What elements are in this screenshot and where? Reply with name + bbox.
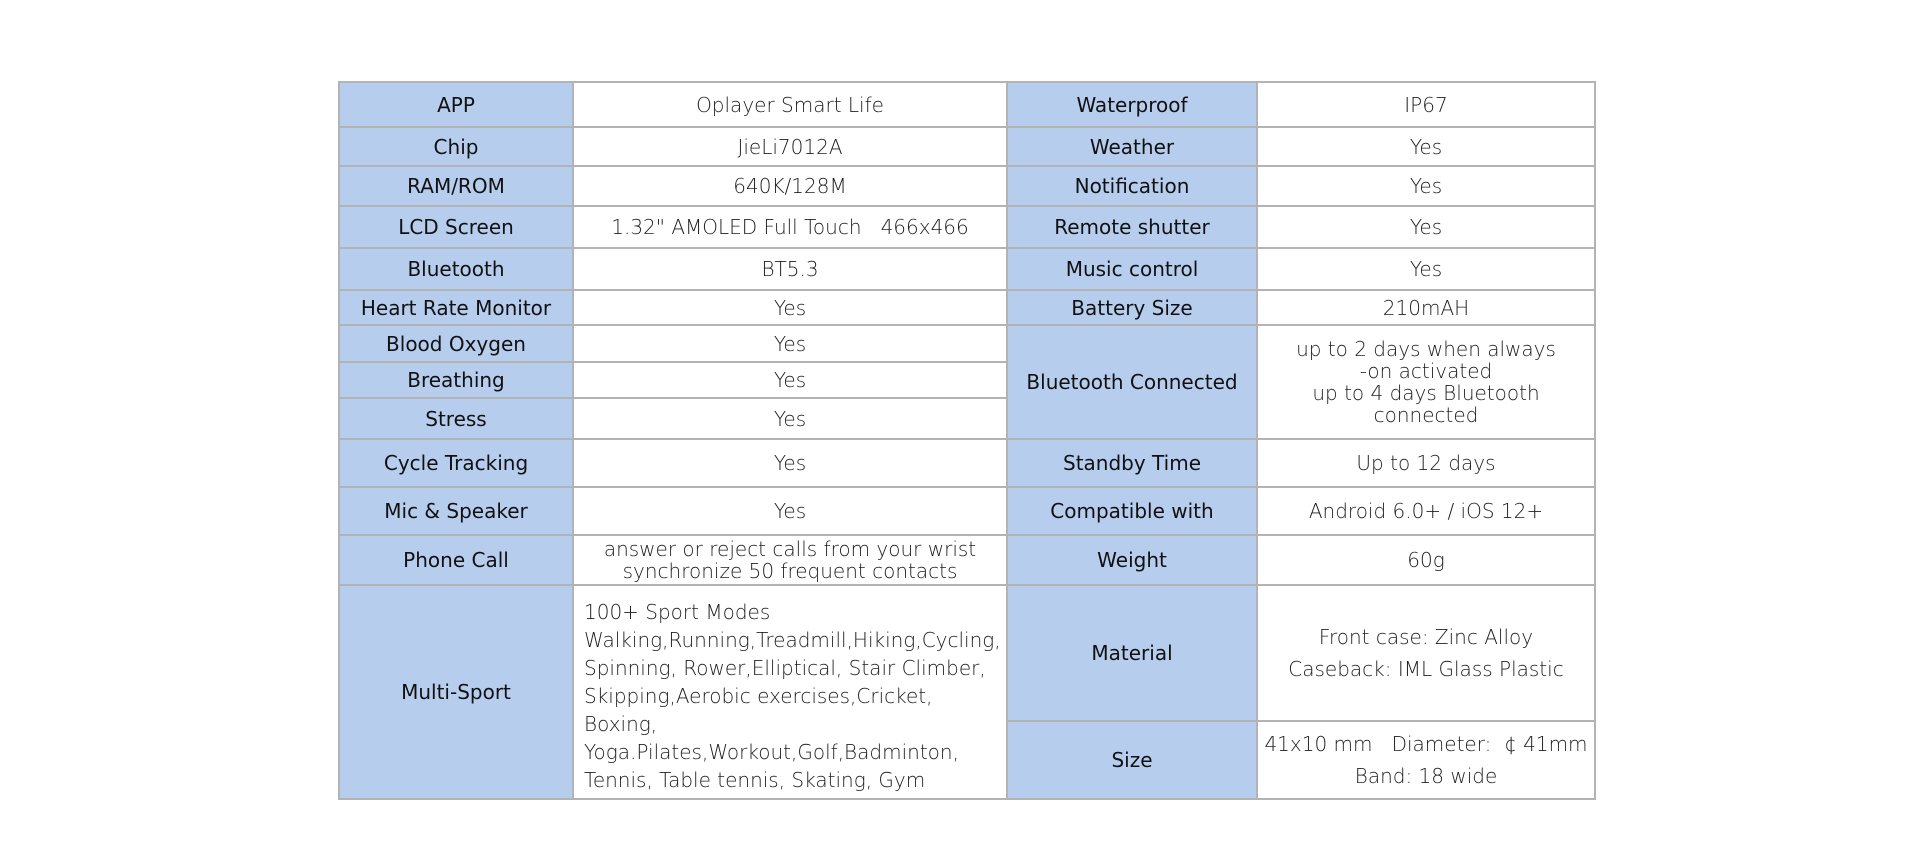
music-control-value: Yes	[1257, 248, 1595, 290]
size-label: Size	[1007, 721, 1257, 799]
stress-value: Yes	[573, 398, 1007, 439]
remote-shutter-label: Remote shutter	[1007, 206, 1257, 248]
chip-label: Chip	[339, 127, 573, 166]
battery-size-label: Battery Size	[1007, 290, 1257, 325]
app-label: APP	[339, 82, 573, 127]
spec-row	[339, 439, 1595, 487]
multi-sport-label: Multi-Sport	[339, 585, 573, 799]
spec-row	[339, 290, 1595, 325]
material-label: Material	[1007, 585, 1257, 721]
spec-row	[339, 166, 1595, 206]
bluetooth-label: Bluetooth	[339, 248, 573, 290]
size-value	[1257, 721, 1595, 799]
ram-rom-label: RAM/ROM	[339, 166, 573, 206]
weight-label: Weight	[1007, 535, 1257, 585]
cycle-tracking-value: Yes	[573, 439, 1007, 487]
size-band: Band: 18 wide	[1354, 763, 1498, 788]
cycle-tracking-label: Cycle Tracking	[339, 439, 573, 487]
bluetooth-value: BT5.3	[573, 248, 1007, 290]
app-value: Oplayer Smart Life	[573, 82, 1007, 127]
weight-value: 60g	[1257, 535, 1595, 585]
music-control-label: Music control	[1007, 248, 1257, 290]
spec-row	[339, 585, 1595, 721]
bluetooth-connected-label: Bluetooth Connected	[1007, 325, 1257, 439]
breathing-value: Yes	[573, 362, 1007, 398]
spec-row	[339, 127, 1595, 166]
multi-sport-value: 100+ Sport Modes Walking,Running,Treadmill,Hiking,Cycling, Spinning, Rower,Elliptical, Stair Climber, Skipping,Aerobic exercises,Cricket, Boxing, Yoga.Pilates,Workout,Golf,Badminton, Tennis, Table tennis, Skating, Gym	[573, 585, 1007, 799]
mic-speaker-label: Mic & Speaker	[339, 487, 573, 535]
waterproof-value: IP67	[1257, 82, 1595, 127]
spec-row	[339, 82, 1595, 127]
remote-shutter-value: Yes	[1257, 206, 1595, 248]
chip-value: JieLi7012A	[573, 127, 1007, 166]
size-dimensions: 41x10 mm Diameter: ¢ 41mm	[1264, 731, 1588, 756]
mic-speaker-value: Yes	[573, 487, 1007, 535]
weather-value: Yes	[1257, 127, 1595, 166]
spec-row	[339, 325, 1595, 362]
waterproof-label: Waterproof	[1007, 82, 1257, 127]
notification-label: Notification	[1007, 166, 1257, 206]
spec-row	[339, 206, 1595, 248]
compatible-with-label: Compatible with	[1007, 487, 1257, 535]
heart-rate-value: Yes	[573, 290, 1007, 325]
notification-value: Yes	[1257, 166, 1595, 206]
standby-time-label: Standby Time	[1007, 439, 1257, 487]
phone-call-label: Phone Call	[339, 535, 573, 585]
blood-oxygen-value: Yes	[573, 325, 1007, 362]
breathing-label: Breathing	[339, 362, 573, 398]
spec-row	[339, 487, 1595, 535]
phone-call-value: answer or reject calls from your wrist synchronize 50 frequent contacts	[573, 535, 1007, 585]
blood-oxygen-label: Blood Oxygen	[339, 325, 573, 362]
lcd-screen-value: 1.32" AMOLED Full Touch 466x466	[573, 206, 1007, 248]
spec-row	[339, 535, 1595, 585]
standby-time-value: Up to 12 days	[1257, 439, 1595, 487]
battery-size-value: 210mAH	[1257, 290, 1595, 325]
spec-table	[338, 81, 1596, 800]
material-value: Front case: Zinc Alloy Caseback: IML Glass Plastic	[1257, 585, 1595, 721]
bluetooth-connected-value: up to 2 days when always -on activated up to 4 days Bluetooth connected	[1257, 325, 1595, 439]
ram-rom-value: 640K/128M	[573, 166, 1007, 206]
spec-row	[339, 248, 1595, 290]
lcd-screen-label: LCD Screen	[339, 206, 573, 248]
heart-rate-label: Heart Rate Monitor	[339, 290, 573, 325]
weather-label: Weather	[1007, 127, 1257, 166]
stress-label: Stress	[339, 398, 573, 439]
compatible-with-value: Android 6.0+ / iOS 12+	[1257, 487, 1595, 535]
